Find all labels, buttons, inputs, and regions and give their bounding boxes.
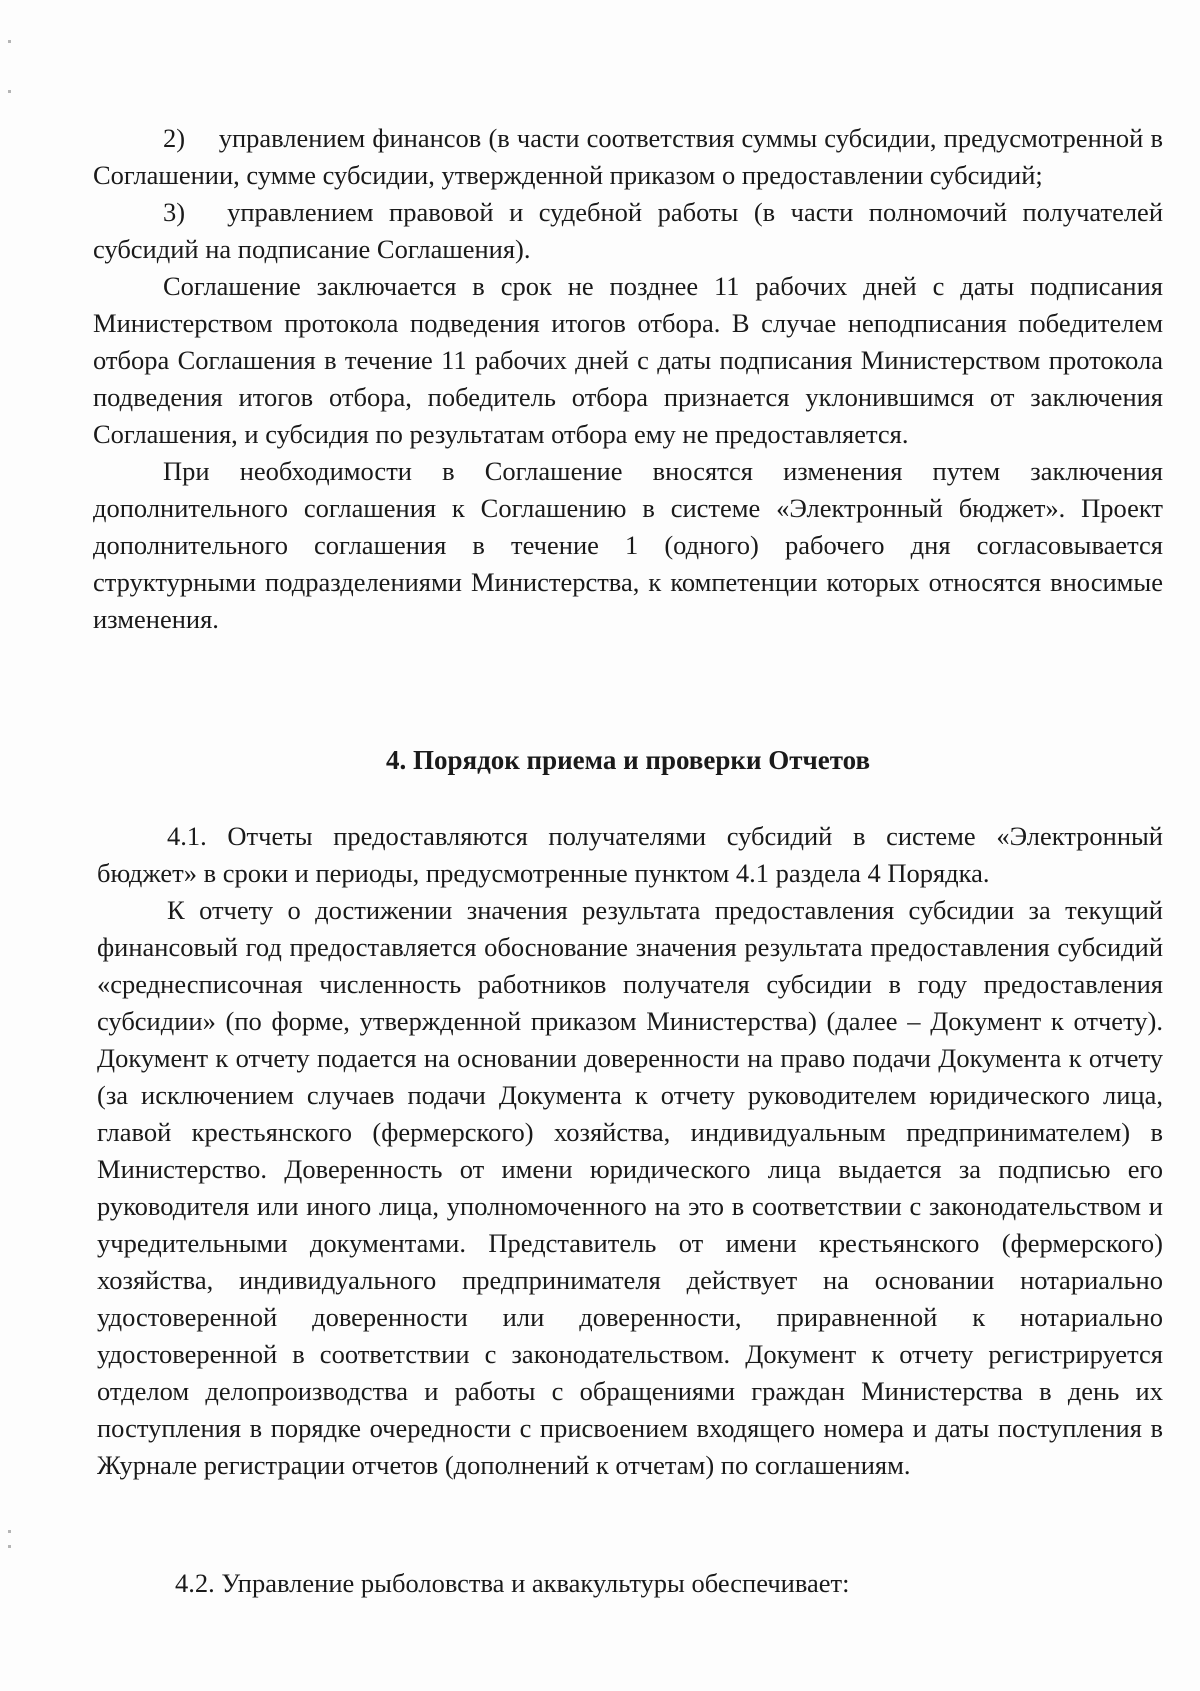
scan-mark bbox=[8, 1545, 11, 1548]
scan-mark bbox=[8, 90, 11, 93]
paragraph-agreement-changes: При необходимости в Соглашение вносятся изменения путем заключения дополнительного соглашения к Соглашению в системе «Электронный бюджет». Проект дополнительного соглашения в течение 1 (одного) рабочего дня согласовывается структурными подразделениями Министерства, к компетенции которых относятся вносимые изменения. bbox=[93, 456, 1163, 634]
paragraph-4-1: 4.1. Отчеты предоставляются получателями субсидий в системе «Электронный бюджет» в сроки и периоды, предусмотренные пунктом 4.1 раздела 4 Порядка. bbox=[97, 821, 1163, 888]
paragraph-report-document: К отчету о достижении значения результата предоставления субсидии за текущий финансовый год предоставляется обоснование значения результата предоставления субсидий «среднесписочная численность работников получателя субсидии в году предоставления субсидии» (по форме, утвержденной приказом Министерства) (далее – Документ к отчету). Документ к отчету подается на основании доверенности на право подачи Документа к отчету (за исключением случаев подачи Документа к отчету руководителем юридического лица, главой крестьянского (фермерского) хозяйства, индивидуальным предпринимателем) в Министерство. Доверенность от имени юридического лица выдается за подписью его руководителя или иного лица, уполномоченного на это в соответствии с законодательством и учредительными документами. Представитель от имени крестьянского (фермерского) хозяйства, индивидуального предпринимателя действует на основании нотариально удостоверенной доверенности или доверенности, приравненной к нотариально удостоверенной в соответствии с законодательством. Документ к отчету регистрируется отделом делопроизводства и работы с обращениями граждан Министерства в день их поступления в порядке очередности с присвоением входящего номера и даты поступления в Журнале регистрации отчетов (дополнений к отчетам) по соглашениям. bbox=[97, 895, 1163, 1480]
section-heading: 4. Порядок приема и проверки Отчетов bbox=[385, 745, 871, 775]
paragraph-4-2: 4.2. Управление рыболовства и аквакультуры обеспечивает: bbox=[175, 1568, 850, 1598]
paragraph-item-3: 3) управлением правовой и судебной работы (в части полномочий получателей субсидий на подписание Соглашения). bbox=[93, 197, 1163, 264]
scan-mark bbox=[8, 1530, 11, 1533]
document-body-section bbox=[97, 818, 1163, 1484]
paragraph-agreement-term: Соглашение заключается в срок не позднее 11 рабочих дней с даты подписания Министерством протокола подведения итогов отбора. В случае неподписания победителем отбора Соглашения в течение 11 рабочих дней с даты подписания Министерством протокола подведения итогов отбора, победитель отбора признается уклонившимся от заключения Соглашения, и субсидия по результатам отбора ему не предоставляется. bbox=[93, 271, 1163, 449]
scan-mark bbox=[8, 40, 11, 43]
paragraph-item-2: 2) управлением финансов (в части соответствия суммы субсидии, предусмотренной в Соглашении, сумме субсидии, утвержденной приказом о предоставлении субсидий; bbox=[93, 123, 1163, 190]
document-body-top bbox=[93, 120, 1163, 638]
